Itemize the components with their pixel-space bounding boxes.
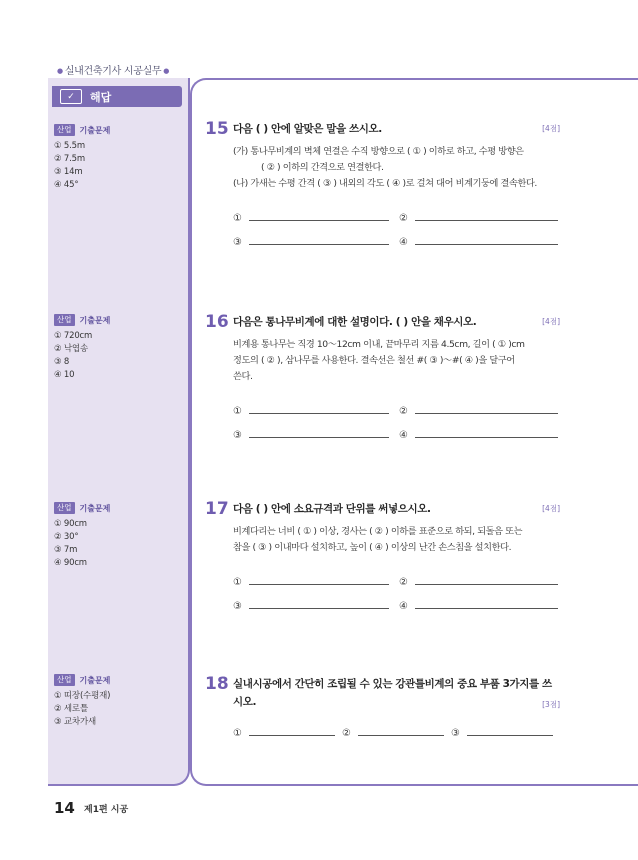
question-number: 17 [205, 499, 229, 519]
answer-item: ② 30° [54, 532, 79, 542]
question-line: 비계다리는 너비 ( ① ) 이상, 경사는 ( ② ) 이하를 표준으로 하되, 되돌음 또는 [233, 526, 523, 537]
answer-block-17 [54, 502, 184, 570]
blank-label: ③ [233, 237, 242, 248]
question-points: [4점] [542, 504, 560, 513]
answer-blank[interactable] [399, 237, 558, 248]
question-line: 쓴다. [233, 371, 253, 382]
question-line: ( ② ) 이하의 간격으로 연결한다. [261, 162, 384, 173]
question-points: [3점] [542, 700, 560, 709]
answer-blank[interactable] [233, 237, 389, 248]
blank-label: ② [399, 406, 408, 417]
question-line: (가) 통나무비계의 벽체 연결은 수직 방향으로 ( ① ) 이하로 하고, 수평 방향은 [233, 146, 524, 157]
answer-block-title [54, 314, 184, 326]
answer-item: ④ 10 [54, 370, 75, 380]
answer-blank[interactable] [451, 728, 553, 739]
answer-sign-icon: ✓ [60, 89, 82, 104]
question-16 [205, 313, 560, 441]
answer-item: ③ 교차가새 [54, 717, 96, 727]
bullet-dot-icon: ● [57, 67, 63, 75]
answer-blanks [233, 715, 560, 739]
blank-label: ① [233, 728, 242, 739]
blank-label: ① [233, 577, 242, 588]
answer-block-16 [54, 314, 184, 382]
answer-item: ③ 7m [54, 545, 78, 555]
question-title: 다음 ( ) 안에 알맞은 말을 쓰시오. [233, 123, 382, 135]
answer-blank[interactable] [233, 728, 335, 739]
answer-blank[interactable] [399, 601, 558, 612]
blank-label: ③ [451, 728, 460, 739]
answer-item: ① 720cm [54, 331, 93, 341]
blank-label: ② [342, 728, 351, 739]
answer-block-label: 기출문제 [79, 503, 111, 513]
question-title [233, 675, 560, 711]
answer-item: ② 세로틀 [54, 704, 88, 714]
blank-label: ① [233, 213, 242, 224]
blank-label: ④ [399, 237, 408, 248]
question-line: 참을 ( ③ ) 이내마다 설치하고, 높이 ( ④ ) 이상의 난간 손스침을 설치한다. [233, 542, 512, 553]
answer-block-title [54, 674, 184, 686]
blank-label: ② [399, 577, 408, 588]
answer-block-label: 기출문제 [79, 675, 111, 685]
page-number: 14 [54, 799, 75, 817]
blank-label: ④ [399, 601, 408, 612]
bullet-dot-icon: ● [163, 67, 170, 75]
blank-label: ④ [399, 430, 408, 441]
answer-item: ① 90cm [54, 519, 87, 529]
answer-blank[interactable] [399, 213, 558, 224]
blank-label: ② [399, 213, 408, 224]
blank-label: ③ [233, 430, 242, 441]
answer-item: ③ 14m [54, 167, 83, 177]
answer-block-label: 기출문제 [79, 125, 111, 135]
question-number: 18 [205, 674, 229, 694]
answer-blank[interactable] [342, 728, 444, 739]
answer-blanks [233, 200, 560, 248]
question-body [233, 337, 560, 385]
answer-item: ② 7.5m [54, 154, 85, 164]
answer-item: ① 띠장(수평재) [54, 691, 111, 701]
answer-blank[interactable] [233, 406, 389, 417]
question-points: [4점] [542, 124, 560, 133]
question-number: 16 [205, 312, 229, 332]
answer-blank[interactable] [233, 213, 389, 224]
answer-blanks [233, 564, 560, 612]
running-header-text: 실내건축기사 시공실무 [64, 66, 162, 77]
question-title-line: 실내시공에서 간단히 조립될 수 있는 강관틀비계의 중요 부품 3가지를 쓰 [233, 678, 552, 690]
question-body [233, 524, 560, 556]
blank-label: ③ [233, 601, 242, 612]
answer-header [52, 86, 182, 107]
answer-item: ④ 45° [54, 180, 79, 190]
answer-blank[interactable] [399, 406, 558, 417]
question-18 [205, 675, 560, 739]
question-title-line: 시오. [233, 696, 257, 708]
exam-badge: 산업 [54, 124, 75, 136]
answer-blank[interactable] [399, 577, 558, 588]
section-label: 제1편 시공 [84, 805, 129, 815]
answer-blank[interactable] [233, 430, 389, 441]
question-title: 다음 ( ) 안에 소요규격과 단위를 써넣으시오. [233, 503, 431, 515]
question-line: 비계용 통나무는 직경 10～12cm 이내, 끝마무리 지름 4.5cm, 길이 ( ① )cm [233, 339, 525, 350]
running-header [55, 62, 171, 77]
answer-block-15 [54, 124, 184, 192]
answer-block-title [54, 124, 184, 136]
exam-badge: 산업 [54, 314, 75, 326]
question-points: [4점] [542, 317, 560, 326]
answer-blank[interactable] [233, 577, 389, 588]
answer-blanks [233, 393, 560, 441]
question-15 [205, 120, 560, 248]
question-line: 정도의 ( ② ), 삼나무를 사용한다. 결속선은 철선 #( ③ )～#( ④ )을 달구어 [233, 355, 515, 366]
question-body [233, 144, 560, 192]
answer-block-title [54, 502, 184, 514]
answer-block-18 [54, 674, 184, 729]
question-line: (나) 가새는 수평 간격 ( ③ ) 내외의 각도 ( ④ )로 걸쳐 대어 비계기둥에 결속한다. [233, 178, 537, 189]
answer-blank[interactable] [399, 430, 558, 441]
answer-item: ② 낙엽송 [54, 344, 88, 354]
exam-badge: 산업 [54, 674, 75, 686]
question-number: 15 [205, 119, 229, 139]
answer-header-title: 해답 [90, 90, 112, 104]
answer-item: ③ 8 [54, 357, 70, 367]
answer-item: ④ 90cm [54, 558, 87, 568]
exam-badge: 산업 [54, 502, 75, 514]
answer-block-label: 기출문제 [79, 315, 111, 325]
question-17 [205, 500, 560, 612]
blank-label: ① [233, 406, 242, 417]
question-title: 다음은 통나무비계에 대한 설명이다. ( ) 안을 채우시오. [233, 316, 477, 328]
answer-blank[interactable] [233, 601, 389, 612]
answer-item: ① 5.5m [54, 141, 85, 151]
